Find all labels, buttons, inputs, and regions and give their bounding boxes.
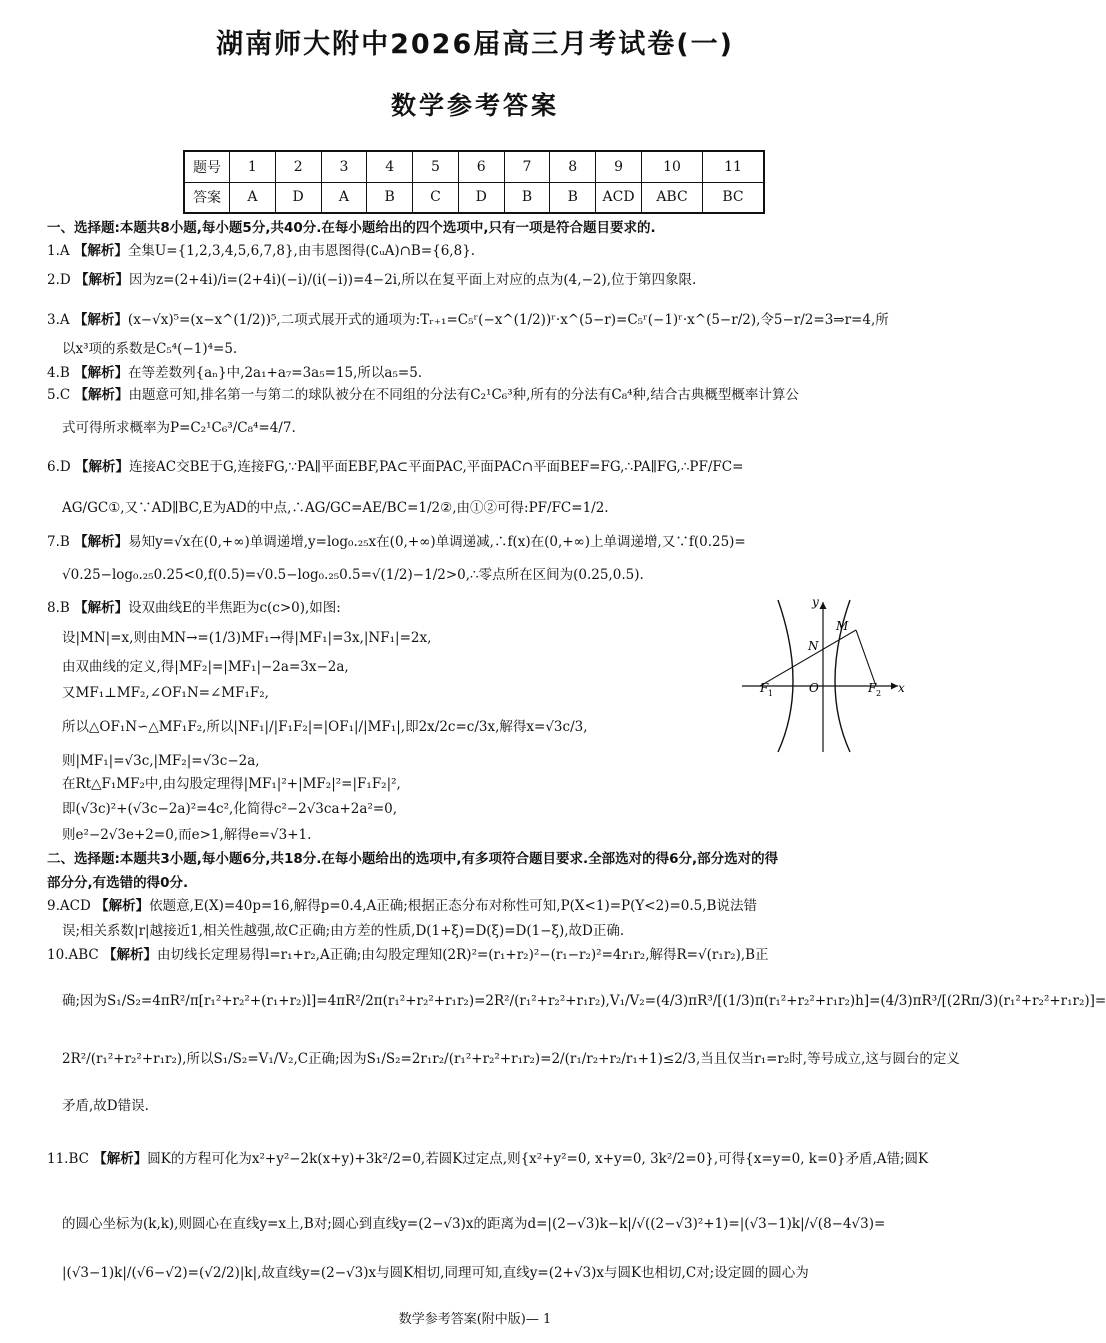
answer-table-cell: B	[504, 182, 550, 213]
answer-table-cell: ABC	[642, 182, 703, 213]
solution-q6-cont: AG/GC①,又∵AD∥BC,E为AD的中点,∴AG/GC=AE/BC=1/2②,由①②可得:PF/FC=1/2.	[62, 500, 609, 516]
solution-q7-cont: √0.25−log₀.₂₅0.25<0,f(0.5)=√0.5−log₀.₂₅0.5=√(1/2)−1/2>0,∴零点所在区间为(0.25,0.5).	[62, 567, 644, 583]
solution-q10-line4: 矛盾,故D错误.	[62, 1098, 149, 1114]
solution-tag: 【解析】	[74, 387, 129, 403]
answer-label: 5.C	[47, 387, 75, 403]
x-axis-label: x	[898, 681, 905, 695]
solution-q11-line2: 的圆心坐标为(k,k),则圆心在直线y=x上,B对;圆心到直线y=(2−√3)x的距离为d=|(2−√3)k−k|/√((2−√3)²+1)=|(√3−1)k|/√(8−4√3)=	[62, 1216, 886, 1232]
solution-q8	[47, 597, 727, 619]
solution-q11	[47, 1148, 929, 1170]
answer-table-row-label: 答案	[184, 182, 230, 213]
answer-label: 8.B	[47, 600, 75, 616]
f2-label: F	[868, 681, 877, 695]
solution-text: 依题意,E(X)=40p=16,解得p=0.4,A正确;根据正态分布对称性可知,P(X<1)=P(Y<2)=0.5,B说法错	[149, 898, 757, 914]
f1-label: F	[760, 681, 769, 695]
section-heading-1: 一、选择题:本题共8小题,每小题5分,共40分.在每小题给出的四个选项中,只有一项是符合题目要求的.	[47, 220, 656, 236]
answer-label: 4.B	[47, 365, 75, 381]
solution-text: 设双曲线E的半焦距为c(c>0),如图:	[128, 600, 341, 616]
answer-label: 11.BC	[47, 1151, 94, 1167]
hyperbola-figure	[738, 592, 908, 757]
answer-label: 3.A	[47, 312, 74, 328]
page-subtitle: 数学参考答案	[390, 91, 559, 120]
answer-label: 2.D	[47, 272, 75, 288]
page-title: 湖南师大附中2026届高三月考试卷(一)	[216, 29, 734, 60]
solution-text: 由切线长定理易得l=r₁+r₂,A正确;由勾股定理知(2R)²=(r₁+r₂)²−(r₁−r₂)²=4r₁r₂,解得R=√(r₁r₂),B正	[157, 947, 769, 963]
answer-table	[183, 150, 765, 214]
solution-q8-line5: 所以△OF₁N∽△MF₁F₂,所以|NF₁|/|F₁F₂|=|OF₁|/|MF₁|,即2x/2c=c/3x,解得x=√3c/3,	[62, 719, 588, 735]
solution-q8-line2: 设|MN|=x,则由MN→=(1/3)MF₁→得|MF₁|=3x,|NF₁|=2x,	[62, 630, 432, 646]
solution-q5	[47, 384, 907, 406]
solution-q8-line3: 由双曲线的定义,得|MF₂|=|MF₁|−2a=3x−2a,	[62, 659, 349, 675]
answer-table-cell: 10	[642, 151, 703, 182]
answer-label: 7.B	[47, 534, 75, 550]
answer-table-cell: C	[413, 182, 459, 213]
solution-tag: 【解析】	[103, 947, 158, 963]
solution-text: (x−√x)⁵=(x−x^(1/2))⁵,二项式展开式的通项为:Tᵣ₊₁=C₅ʳ(−x^(1/2))ʳ·x^(5−r)=C₅ʳ(−1)ʳ·x^(5−r/2),令5−r/2=3⇒r=4,所	[127, 312, 889, 328]
answer-table-cell: D	[275, 182, 321, 213]
hyperbola-left-branch	[778, 600, 793, 752]
solution-text: 在等差数列{aₙ}中,2a₁+a₇=3a₅=15,所以a₅=5.	[128, 365, 423, 381]
solution-text: 全集U={1,2,3,4,5,6,7,8},由韦恩图得(∁ᵤA)∩B={6,8}.	[127, 243, 476, 259]
y-axis-label: y	[812, 595, 819, 609]
answer-table-cell: 7	[504, 151, 550, 182]
solution-tag: 【解析】	[95, 898, 150, 914]
solution-text: 由题意可知,排名第一与第二的球队被分在不同组的分法有C₂¹C₆³种,所有的分法有C₈⁴种,结合古典概型概率计算公	[128, 387, 799, 403]
solution-q8-line8: 即(√3c)²+(√3c−2a)²=4c²,化简得c²−2√3ca+2a²=0,	[62, 801, 398, 817]
solution-q9	[47, 895, 907, 917]
solution-q8-line4: 又MF₁⊥MF₂,∠OF₁N=∠MF₁F₂,	[62, 685, 269, 701]
solution-q9-cont: 误;相关系数|r|越接近1,相关性越强,故C正确;由方差的性质,D(1+ξ)=D(ξ)=D(1−ξ),故D正确.	[62, 923, 625, 939]
solution-q4	[47, 362, 907, 384]
answer-table-cell: 1	[230, 151, 276, 182]
solution-q10-line2: 确;因为S₁/S₂=4πR²/π[r₁²+r₂²+(r₁+r₂)l]=4πR²/2π(r₁²+r₂²+r₁r₂)=2R²/(r₁²+r₂²+r₁r₂),V₁/V₂=(4/3)πR³/[(1/3)π(r₁²+r₂²+r₁r₂)h]=(4/3)πR³/[(2Rπ/3)(r₁²+r₂²+r₁r₂)]=	[62, 993, 1106, 1009]
answer-table-cell: 2	[275, 151, 321, 182]
solution-q11-line3: |(√3−1)k|/(√6−√2)=(√2/2)|k|,故直线y=(2−√3)x与圆K相切,同理可知,直线y=(2+√3)x与圆K也相切,C对;设定圆的圆心为	[62, 1265, 809, 1281]
solution-tag: 【解析】	[75, 459, 129, 475]
solution-q1	[47, 240, 907, 262]
answer-table-cell: A	[230, 182, 276, 213]
answer-table-cell: ACD	[596, 182, 642, 213]
solution-tag: 【解析】	[73, 312, 128, 328]
origin-label: O	[809, 681, 819, 695]
x-axis-arrow	[891, 683, 898, 690]
answer-table-cell: BC	[703, 182, 765, 213]
solution-tag: 【解析】	[73, 243, 128, 259]
answer-table-cell: 4	[367, 151, 413, 182]
solution-q8-line9: 则e²−2√3e+2=0,而e>1,解得e=√3+1.	[62, 827, 312, 843]
answer-table-cell: A	[321, 182, 367, 213]
solution-q5-cont: 式可得所求概率为P=C₂¹C₆³/C₈⁴=4/7.	[62, 420, 296, 436]
f1-subscript: 1	[768, 689, 774, 698]
y-axis-arrow	[820, 602, 827, 609]
solution-q7	[47, 531, 907, 553]
section-heading-2: 二、选择题:本题共3小题,每小题6分,共18分.在每小题给出的选项中,有多项符合题目要求.全部选对的得6分,部分选对的得	[47, 851, 779, 867]
solution-text: 易知y=√x在(0,+∞)单调递增,y=log₀.₂₅x在(0,+∞)单调递减,∴f(x)在(0,+∞)上单调递增,又∵f(0.25)=	[128, 534, 746, 550]
answer-table-answer-row	[184, 182, 764, 213]
solution-q10	[47, 944, 907, 966]
page-footer: 数学参考答案(附中版)— 1	[398, 1312, 552, 1327]
answer-table-cell: D	[458, 182, 504, 213]
line-m-f2	[856, 630, 876, 686]
answer-label: 9.ACD	[47, 898, 96, 914]
answer-table-cell: B	[550, 182, 596, 213]
solution-q3	[47, 309, 907, 331]
answer-table-cell: 3	[321, 151, 367, 182]
point-m-label: M	[836, 619, 849, 633]
solution-q10-line3: 2R²/(r₁²+r₂²+r₁r₂),所以S₁/S₂=V₁/V₂,C正确;因为S₁/S₂=2r₁r₂/(r₁²+r₂²+r₁r₂)=2/(r₁/r₂+r₂/r₁+1)≤2/3,当且仅当r₁=r₂时,等号成立,这与圆台的定义	[62, 1051, 960, 1067]
answer-table-cell: 5	[413, 151, 459, 182]
f2-subscript: 2	[876, 689, 882, 698]
solution-q8-line7: 在Rt△F₁MF₂中,由勾股定理得|MF₁|²+|MF₂|²=|F₁F₂|²,	[62, 776, 401, 792]
solution-tag: 【解析】	[75, 272, 129, 288]
point-n-label: N	[808, 639, 819, 653]
answer-table-cell: 6	[458, 151, 504, 182]
answer-table-cell: 11	[703, 151, 765, 182]
solution-text: 圆K的方程可化为x²+y²−2k(x+y)+3k²/2=0,若圆K过定点,则{x²+y²=0, x+y=0, 3k²/2=0},可得{x=y=0, k=0}矛盾,A错;圆K	[147, 1151, 929, 1167]
solution-tag: 【解析】	[93, 1151, 148, 1167]
solution-tag: 【解析】	[74, 600, 129, 616]
answer-table-cell: 8	[550, 151, 596, 182]
answer-label: 10.ABC	[47, 947, 104, 963]
solution-q8-line6: 则|MF₁|=√3c,|MF₂|=√3c−2a,	[62, 753, 260, 769]
answer-label: 6.D	[47, 459, 75, 475]
answer-label: 1.A	[47, 243, 74, 259]
section-heading-2-cont: 部分分,有选错的得0分.	[47, 875, 189, 891]
solution-q3-cont: 以x³项的系数是C₅⁴(−1)⁴=5.	[62, 341, 238, 357]
answer-table-row-label: 题号	[184, 151, 230, 182]
solution-tag: 【解析】	[74, 365, 129, 381]
solution-tag: 【解析】	[74, 534, 129, 550]
answer-table-cell: 9	[596, 151, 642, 182]
solution-q2	[47, 269, 907, 291]
solution-text: 因为z=(2+4i)/i=(2+4i)(−i)/(i(−i))=4−2i,所以在复平面上对应的点为(4,−2),位于第四象限.	[129, 272, 697, 288]
answer-table-cell: B	[367, 182, 413, 213]
solution-q6	[47, 456, 907, 478]
solution-text: 连接AC交BE于G,连接FG,∵PA∥平面EBF,PA⊂平面PAC,平面PAC∩平面BEF=FG,∴PA∥FG,∴PF/FC=	[129, 459, 744, 475]
answer-table-number-row	[184, 151, 764, 182]
